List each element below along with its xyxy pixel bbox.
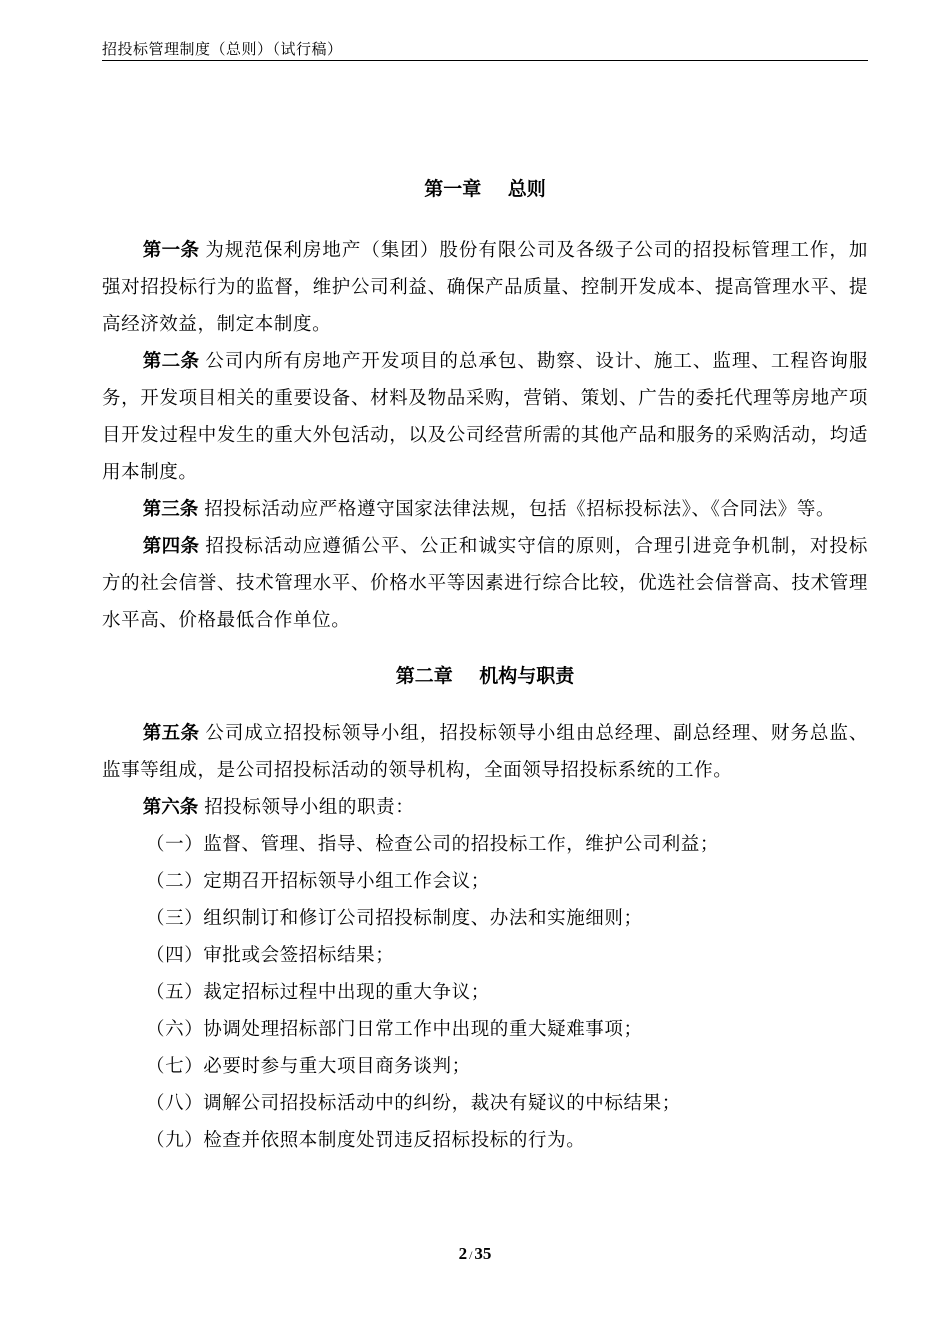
page-separator: / — [469, 1248, 473, 1262]
article-text: 招投标活动应遵循公平、公正和诚实守信的原则，合理引进竞争机制，对投标方的社会信誉、技术管理水平、价格水平等因素进行综合比较，优选社会信誉高、技术管理水平高、价格最低合作单位。 — [102, 536, 868, 631]
list-item: （九）检查并依照本制度处罚违反招标投标的行为。 — [146, 1130, 586, 1151]
list-item: （一）监督、管理、指导、检查公司的招投标工作，维护公司利益； — [146, 834, 720, 855]
article-text: 为规范保利房地产（集团）股份有限公司及各级子公司的招投标管理工作，加强对招投标行为的监督，维护公司利益、确保产品质量、控制开发成本、提高管理水平、提高经济效益，制定本制度。 — [102, 240, 868, 335]
chapter-heading: 第二章 机构与职责 — [395, 665, 575, 687]
page-number — [0, 1244, 950, 1264]
list-item: （五）裁定招标过程中出现的重大争议； — [146, 982, 490, 1003]
page-header — [102, 36, 868, 61]
list-item: （七）必要时参与重大项目商务谈判； — [146, 1056, 471, 1077]
article-number: 第五条 — [142, 723, 200, 744]
article — [102, 715, 868, 789]
article-number: 第六条 — [142, 797, 199, 818]
chapter-heading: 第一章 总则 — [424, 178, 546, 200]
current-page: 2 — [458, 1244, 468, 1263]
list-item: （二）定期召开招标领导小组工作会议； — [146, 871, 490, 892]
list-item: （六）协调处理招标部门日常工作中出现的重大疑难事项； — [146, 1019, 643, 1040]
total-pages: 35 — [474, 1244, 492, 1263]
article — [102, 491, 868, 528]
document-title: 招投标管理制度（总则）（试行稿） — [102, 40, 343, 58]
article-text: 招投标活动应严格遵守国家法律法规，包括《招标投标法》、《合同法》等。 — [204, 499, 836, 520]
article — [102, 232, 868, 343]
article-text: 公司内所有房地产开发项目的总承包、勘察、设计、施工、监理、工程咨询服务，开发项目相关的重要设备、材料及物品采购，营销、策划、广告的委托代理等房地产项目开发过程中发生的重大外包活动，以及公司经营所需的其他产品和服务的采购活动，均适用本制度。 — [102, 351, 868, 483]
article — [102, 528, 868, 639]
list-item: （八）调解公司招投标活动中的纠纷，裁决有疑议的中标结果； — [146, 1093, 681, 1114]
article-text: 招投标领导小组的职责： — [204, 797, 415, 818]
document-body — [102, 170, 868, 1159]
article-number: 第一条 — [142, 240, 200, 261]
list-item: （三）组织制订和修订公司招投标制度、办法和实施细则； — [146, 908, 643, 929]
duty-list — [102, 826, 868, 1159]
article-number: 第四条 — [142, 536, 200, 557]
article-text: 公司成立招投标领导小组，招投标领导小组由总经理、副总经理、财务总监、监事等组成，是公司招投标活动的领导机构，全面领导招投标系统的工作。 — [102, 723, 868, 781]
article — [102, 789, 868, 826]
article — [102, 343, 868, 491]
list-item: （四）审批或会签招标结果； — [146, 945, 395, 966]
article-number: 第二条 — [142, 351, 200, 372]
article-number: 第三条 — [142, 499, 199, 520]
